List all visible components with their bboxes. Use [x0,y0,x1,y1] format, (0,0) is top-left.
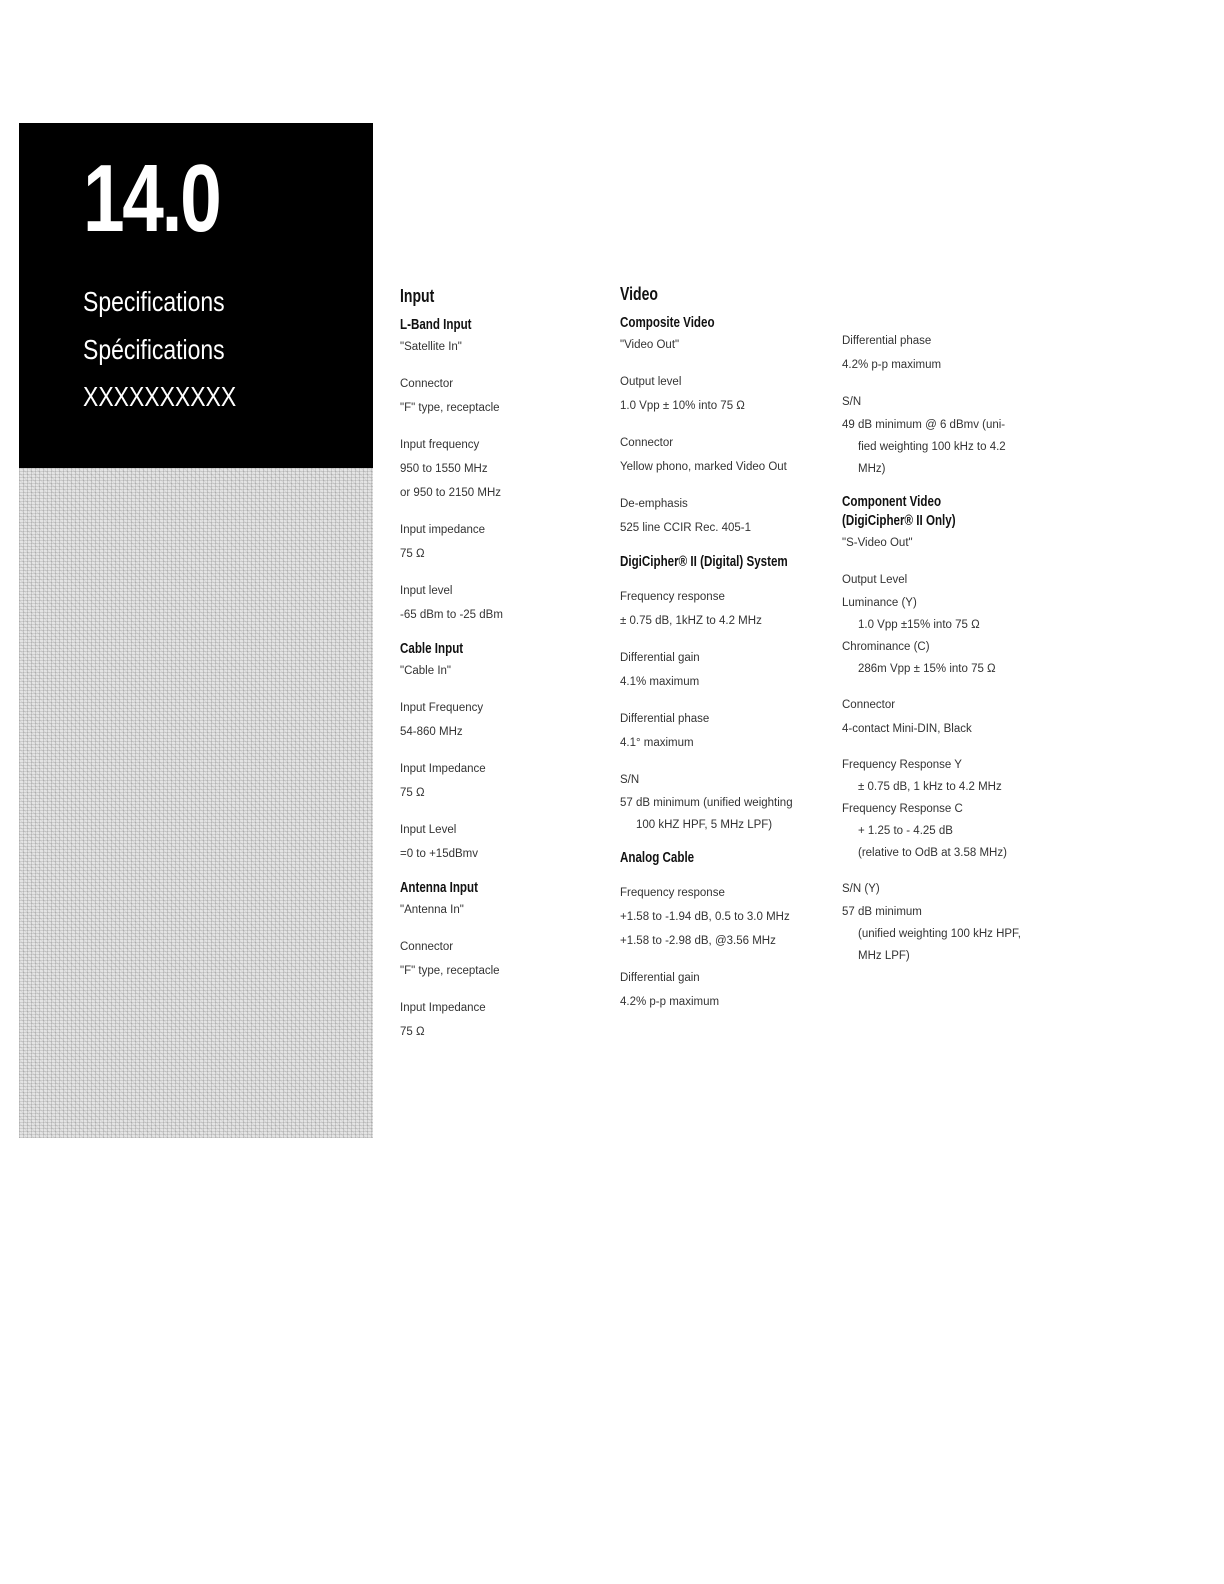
analog-sn-label: S/N [842,396,862,408]
analog-gain-label: Differential gain [620,972,700,984]
analog-gain-value: 4.2% p-p maximum [620,996,720,1008]
analog-title: Analog Cable [620,850,695,866]
lband-freq-value: 950 to 1550 MHz [400,463,488,475]
composite-label: "Video Out" [620,339,680,351]
composite-deemph-label: De-emphasis [620,498,688,510]
lband-level-label: Input level [400,585,453,597]
chapter-title-block [19,123,373,468]
cable-freq-value: 54-860 MHz [400,726,463,738]
analog-freq-value-alt: +1.58 to -2.98 dB, @3.56 MHz [620,935,776,947]
input-column [400,285,605,1044]
component-sn-value: 57 dB minimum [842,906,922,918]
component-label: "S-Video Out" [842,537,913,549]
cable-level-value: =0 to +15dBmv [400,848,478,860]
component-title: Component Video [842,494,942,510]
analog-freq-value: +1.58 to -1.94 dB, 0.5 to 3.0 MHz [620,911,790,923]
cable-freq-label: Input Frequency [400,702,484,714]
component-freq-y-label: Frequency Response Y [842,759,962,771]
component-connector-value: 4-contact Mini-DIN, Black [842,723,972,735]
cable-impedance-value: 75 Ω [400,787,425,799]
digicipher-section [620,553,830,849]
component-subtitle: (DigiCipher® II Only) [842,513,956,529]
cable-level-label: Input Level [400,824,457,836]
component-connector-label: Connector [842,699,896,711]
lband-freq-label: Input frequency [400,439,480,451]
cable-label: "Cable In" [400,665,451,677]
analog-phase-value: 4.2% p-p maximum [842,359,942,371]
component-video-section [842,493,1052,967]
digicipher-phase-value: 4.1° maximum [620,737,694,749]
chapter-title-placeholder: XXXXXXXXXX [83,381,237,412]
composite-deemph-value: 525 line CCIR Rec. 405-1 [620,522,752,534]
component-output-label: Output Level [842,574,908,586]
cable-impedance-label: Input Impedance [400,763,486,775]
analog-cable-section [620,849,830,1014]
digicipher-gain-value: 4.1% maximum [620,676,700,688]
component-lum-value: 1.0 Vpp ±15% into 75 Ω [858,619,980,631]
composite-connector-label: Connector [620,437,674,449]
antenna-input-section [400,879,605,1044]
chapter-number: 14.0 [83,145,220,252]
input-heading: Input [400,286,435,306]
component-freq-y-value: ± 0.75 dB, 1 kHz to 4.2 MHz [858,781,1002,793]
antenna-connector-label: Connector [400,941,454,953]
antenna-impedance-label: Input Impedance [400,1002,486,1014]
analog-freq-label: Frequency response [620,887,725,899]
analog-sn-value: 49 dB minimum @ 6 dBmv (uni- [842,419,1006,431]
composite-title: Composite Video [620,315,715,331]
antenna-title: Antenna Input [400,880,478,896]
video-heading: Video [620,284,658,304]
component-freq-c-value: + 1.25 to - 4.25 dB [858,825,953,837]
antenna-impedance-value: 75 Ω [400,1026,425,1038]
digicipher-sn-value: 57 dB minimum (unified weighting [620,797,793,809]
antenna-label: "Antenna In" [400,904,464,916]
lband-freq-value-alt: or 950 to 2150 MHz [400,487,502,499]
component-sn-value-end: MHz LPF) [858,950,910,962]
component-sn-value-cont: (unified weighting 100 kHz HPF, [858,928,1021,940]
digicipher-title: DigiCipher® II (Digital) System [620,554,788,570]
chapter-sidebar [19,123,373,1138]
digicipher-freq-value: ± 0.75 dB, 1kHZ to 4.2 MHz [620,615,762,627]
component-sn-label: S/N (Y) [842,883,880,895]
component-chrom-label: Chrominance (C) [842,641,930,653]
chapter-title-french: Spécifications [83,334,225,365]
video-column [620,283,830,1014]
digicipher-gain-label: Differential gain [620,652,700,664]
analog-sn-value-cont: fied weighting 100 kHz to 4.2 [858,441,1006,453]
analog-cont-section [842,329,1052,493]
cable-title: Cable Input [400,641,464,657]
composite-connector-value: Yellow phono, marked Video Out [620,461,787,473]
component-lum-label: Luminance (Y) [842,597,917,609]
lband-impedance-value: 75 Ω [400,548,425,560]
lband-label: "Satellite In" [400,341,462,353]
lband-connector-label: Connector [400,378,454,390]
composite-output-value: 1.0 Vpp ± 10% into 75 Ω [620,400,745,412]
component-freq-c-label: Frequency Response C [842,803,963,815]
lband-impedance-label: Input impedance [400,524,486,536]
component-chrom-value: 286m Vpp ± 15% into 75 Ω [858,663,996,675]
lband-level-value: -65 dBm to -25 dBm [400,609,503,621]
composite-video-section [620,314,830,553]
lband-input-section [400,316,605,640]
cable-input-section [400,640,605,879]
digicipher-sn-value-cont: 100 kHZ HPF, 5 MHz LPF) [636,819,773,831]
composite-output-label: Output level [620,376,682,388]
lband-connector-value: "F" type, receptacle [400,402,500,414]
analog-sn-value-end: MHz) [858,463,886,475]
lband-title: L-Band Input [400,317,472,333]
digicipher-phase-label: Differential phase [620,713,710,725]
component-freq-c-note: (relative to OdB at 3.58 MHz) [858,847,1007,859]
antenna-connector-value: "F" type, receptacle [400,965,500,977]
digicipher-sn-label: S/N [620,774,640,786]
analog-phase-label: Differential phase [842,335,932,347]
chapter-title-english: Specifications [83,286,225,317]
video-continued-column [842,329,1052,967]
digicipher-freq-label: Frequency response [620,591,725,603]
